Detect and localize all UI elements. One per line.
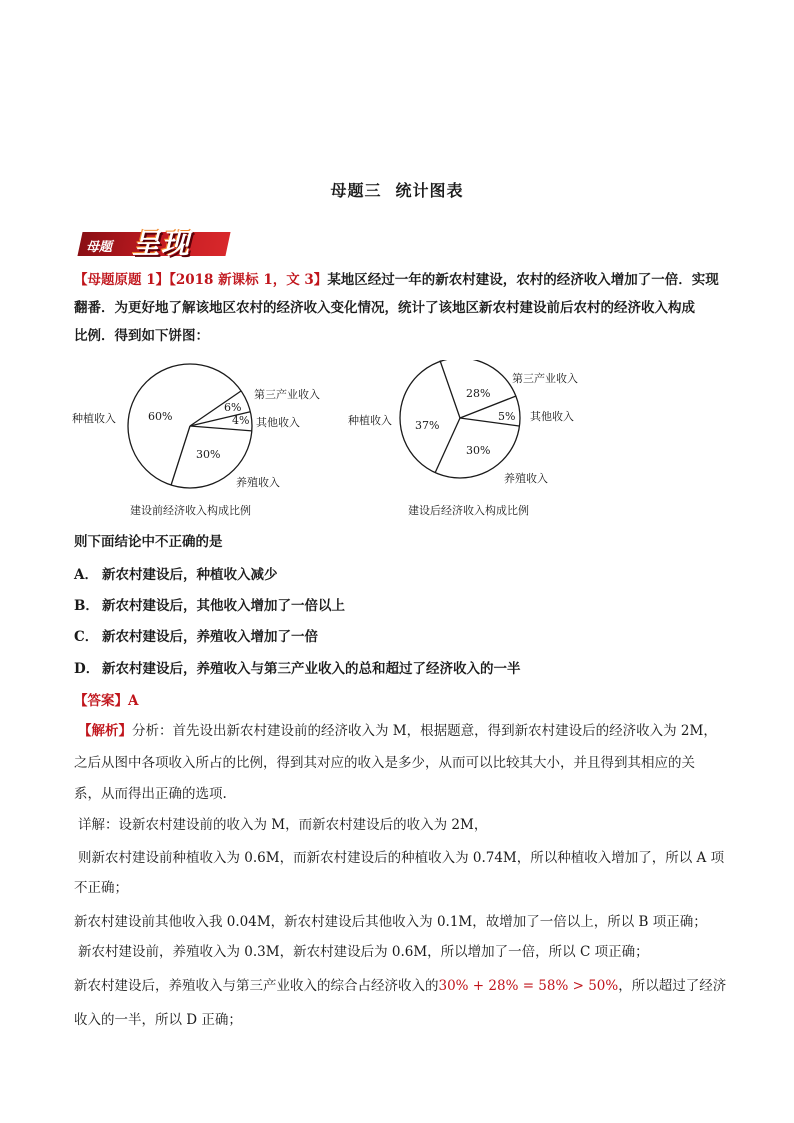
pie-before-divider-3: [171, 426, 190, 485]
analysis-line-5: 则新农村建设前种植收入为 0.6M，而新农村建设后的种植收入为 0.74M，所以种植收入增加了，所以 A 项: [78, 850, 725, 866]
option-a[interactable]: [74, 563, 278, 583]
page-title: [0, 178, 794, 201]
question-prompt: 则下面结论中不正确的是: [74, 534, 223, 550]
question-source: 【2018 新课标 1，文 3】: [169, 272, 328, 288]
pie-after-divider-1: [440, 361, 460, 419]
pie-after-caption: 建设后经济收入构成比例: [408, 504, 529, 517]
pie-before-label-breeding: 养殖收入: [236, 476, 280, 489]
option-d[interactable]: [74, 657, 521, 677]
option-c[interactable]: [74, 625, 318, 645]
pie-before-label-tertiary: 第三产业收入: [254, 388, 320, 401]
analysis-line-1: [78, 719, 717, 739]
pie-after-label-other: 其他收入: [530, 410, 574, 423]
option-a-text: 新农村建设后，种植收入减少: [102, 567, 278, 583]
analysis-text-9b: ，所以超过了经济: [618, 978, 727, 994]
pie-after-label-tertiary: 第三产业收入: [512, 372, 578, 385]
pie-charts-svg: [60, 360, 740, 530]
page-title-sub: 统计图表: [395, 181, 464, 200]
question-text-1: 某地区经过一年的新农村建设，农村的经济收入增加了一倍．实现: [327, 272, 719, 288]
page-title-main: 母题三: [330, 181, 382, 200]
pie-before-pct-tertiary: 6%: [224, 401, 242, 414]
question-text-3: 比例．得到如下饼图：: [74, 328, 209, 344]
option-b-letter: B．: [74, 598, 99, 614]
banner-big-text: 呈现: [132, 227, 191, 260]
analysis-line-4: 详解：设新农村建设前的收入为 M，而新农村建设后的收入为 2M，: [78, 817, 488, 833]
analysis-line-3: 系，从而得出正确的选项.: [74, 786, 227, 802]
answer-value: A: [128, 693, 139, 709]
pie-after-label-planting: 种植收入: [348, 414, 392, 427]
option-b[interactable]: [74, 594, 345, 614]
analysis-tag: 【解析】: [78, 723, 132, 739]
section-banner: [80, 224, 228, 260]
analysis-line-10: 收入的一半，所以 D 正确；: [74, 1012, 242, 1028]
answer-line: [74, 689, 138, 709]
analysis-text-1: 分析：首先设出新农村建设前的经济收入为 M，根据题意，得到新农村建设后的经济收入为 2M，: [132, 723, 717, 739]
option-d-letter: D．: [74, 661, 100, 677]
analysis-line-9: [74, 974, 726, 994]
analysis-math: 30% + 28% = 58% > 50%: [438, 978, 619, 994]
pie-chart-after: [348, 360, 578, 517]
pie-before-pct-breeding: 30%: [196, 448, 221, 461]
pie-chart-before: [72, 364, 320, 517]
pie-before-label-other: 其他收入: [256, 416, 300, 429]
question-tag: 【母题原题 1】: [74, 272, 170, 288]
option-c-text: 新农村建设后，养殖收入增加了一倍: [102, 629, 318, 645]
option-c-letter: C．: [74, 629, 99, 645]
pie-after-pct-planting: 37%: [415, 419, 440, 432]
pie-after-pct-breeding: 30%: [466, 444, 491, 457]
option-d-text: 新农村建设后，养殖收入与第三产业收入的总和超过了经济收入的一半: [102, 661, 521, 677]
pie-charts: [60, 360, 740, 530]
pie-before-pct-planting: 60%: [148, 410, 173, 423]
analysis-line-6: 不正确；: [74, 880, 128, 896]
analysis-line-7: 新农村建设前其他收入我 0.04M，新农村建设后其他收入为 0.1M，故增加了一倍以上，所以 B 项正确；: [74, 914, 707, 930]
option-a-letter: A．: [74, 567, 98, 583]
banner-small-text: 母题: [86, 240, 113, 255]
pie-after-label-breeding: 养殖收入: [504, 472, 548, 485]
question-stem: [74, 266, 724, 350]
analysis-line-8: 新农村建设前，养殖收入为 0.3M，新农村建设后为 0.6M，所以增加了一倍，所以 C 项正确；: [78, 944, 649, 960]
option-b-text: 新农村建设后，其他收入增加了一倍以上: [102, 598, 345, 614]
pie-before-pct-other: 4%: [232, 414, 250, 427]
pie-before-label-planting: 种植收入: [72, 412, 116, 425]
answer-tag: 【答案】: [74, 693, 128, 709]
question-text-2: 翻番．为更好地了解该地区农村的经济收入变化情况，统计了该地区新农村建设前后农村的经济收入构成: [74, 300, 695, 316]
pie-before-caption: 建设前经济收入构成比例: [130, 504, 251, 517]
analysis-line-2: 之后从图中各项收入所占的比例，得到其对应的收入是多少，从而可以比较其大小，并且得到其相应的关: [74, 755, 695, 771]
pie-after-pct-tertiary: 28%: [466, 387, 491, 400]
pie-after-pct-other: 5%: [498, 410, 516, 423]
analysis-text-9a: 新农村建设后，养殖收入与第三产业收入的综合占经济收入的: [74, 978, 439, 994]
